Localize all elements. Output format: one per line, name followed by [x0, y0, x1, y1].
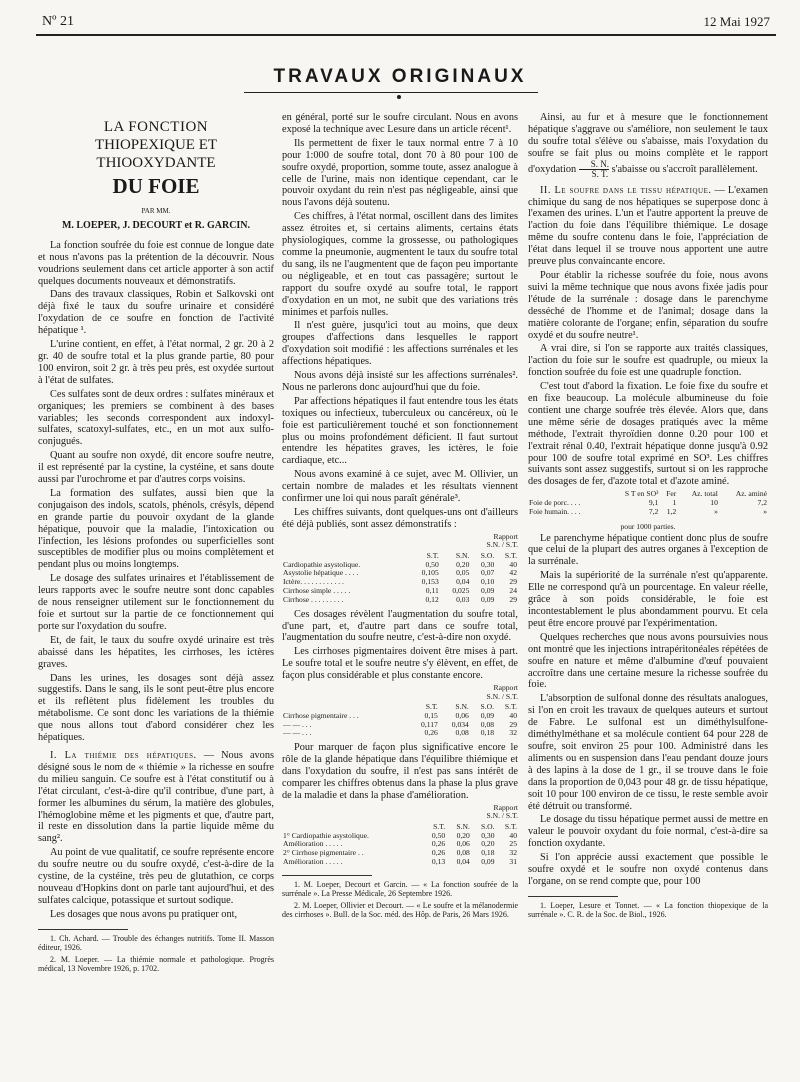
table-cell: 0,07 [481, 568, 495, 578]
article-title-line3: DU FOIE [112, 174, 200, 198]
paragraph: Le parenchyme hépatique contient donc plus de soufre que celui de la plupart des autres organes à l'exception de la surrénale. [528, 532, 768, 568]
paragraph: Si l'on apprécie aussi exactement que possible le soufre oxydé et le soufre non oxydé contenus dans l'organe, on se rend compte que, pour 100 [528, 852, 768, 887]
section-paragraph [528, 185, 768, 268]
table-cell: 0,09 [481, 594, 495, 604]
paragraph: Quant au soufre non oxydé, dit encore soufre neutre, il est représenté par la cystine, la cystéine, et sans doute aussi par l'urochrome et par d'autres corps voisins. [38, 450, 274, 486]
table-row-label: — — . . . [283, 720, 312, 729]
table-cell: 0,20 [481, 839, 495, 849]
table-header: S.T. [504, 702, 517, 712]
table-cell: 0,20 [456, 559, 470, 569]
table-cell: 29 [509, 719, 517, 729]
table-ratio-label: S.N. / S.T. [486, 540, 518, 550]
paragraph [528, 112, 768, 179]
paragraph: Le dosage des sulfates urinaires et l'établissement de leurs rapports avec le soufre neutre sont donc capables de nous renseigner utilement sur le fonctionnement du foie et surtout sur la partie de ce fonctionnement qui porte sur l'oxydation du soufre. [38, 573, 274, 632]
section-paragraph [38, 750, 274, 845]
paragraph: Dans les urines, les dosages sont déjà assez suggestifs. Dans le sang, ils le sont peut-être plus encore et ils reflètent plus fidèlement les troubles du métabolisme. Ce sont donc les variations de la thiémie que nous allons tout d'abord considérer chez les hépatiques. [38, 672, 274, 744]
paragraph: Pour marquer de façon plus significative encore le rôle de la glande hépatique dans l'équilibre thiémique et dans l'oxydation du soufre, il n'est pas sans intérêt de comparer les chiffres obtenus dans la phase la plus grave de la maladie et dans la phase d'amélioration. [282, 742, 518, 801]
paragraph: L'urine contient, en effet, à l'état normal, 2 gr. 20 à 2 gr. 40 de soufre total et la plus grande partie, 80 pour 100 environ, soit 2 gr. à très peu près, est oxydée surtout à l'état de sulfates. [38, 339, 274, 386]
table-note: pour 1000 parties. [620, 521, 676, 531]
table-row [528, 508, 768, 517]
table-cell: 0,30 [481, 830, 495, 840]
table-header: S.T. [504, 821, 517, 831]
table-row [282, 729, 518, 738]
section-heading: I. La thiémie des hépatiques. [50, 749, 197, 761]
table-cell: 0,117 [421, 719, 438, 729]
table-row-label: Cirrhose . . . . . . . . . [283, 595, 344, 604]
paragraph: Le dosage du tissu hépatique permet aussi de mettre en valeur le pouvoir oxydant du foie normal, c'est-à-dire sa fonction oxydante. [528, 814, 768, 850]
table-cell: 0,50 [425, 559, 439, 569]
table-rapport-label: Rapport [493, 802, 518, 812]
table-header-row [528, 490, 768, 499]
article-title-line1: LA FONCTION [103, 119, 209, 135]
table-cell: 31 [509, 856, 517, 866]
table-cell: 0,20 [456, 830, 470, 840]
table-cell: 0,105 [421, 568, 439, 578]
table-cell: 0,18 [481, 848, 495, 858]
table-cell: 0,04 [456, 577, 470, 587]
data-table-4 [528, 490, 768, 516]
column-3 [528, 112, 768, 922]
paragraph: Nous avons examiné à ce sujet, avec M. Ollivier, un certain nombre de malades et les résultats viennent confirmer une loi qui nous paraît générale³. [282, 469, 518, 505]
table-cell: 0,15 [424, 710, 438, 720]
data-table-1 [282, 552, 518, 605]
table-cell: 0,09 [480, 710, 495, 720]
table-cell: 29 [509, 577, 517, 587]
table-cell: 0,06 [456, 839, 470, 849]
section-heading: II. Le soufre dans le tissu hépatique. [540, 184, 712, 196]
table-cell: 0,26 [424, 728, 438, 738]
table-cell: 0,08 [456, 848, 470, 858]
paragraph-text: — Nous avons désigné sous le nom de « thiémie » la richesse en soufre du milieu sanguin. Ce soufre est à l'état constitutif ou à l'état circulant, c'est-à-dire qu'il contribue, d'une part, à former les albumines du sérum, la matière des globules, l'hémoglobine même et les pigments et que, d'autre part, il reste en dissolution dans la partie liquide même du sang². [38, 749, 274, 845]
paragraph: L'absorption de sulfonal donne des résultats analogues, si l'on en croit les travaux de quelques auteurs et surtout de Fabre. Le sulfonal est un diméthylsulfone-diméthylméthane et sa molécule contient 64 pour 228 de soufre, soit environ 25 pour 100. Administré dans les aliments ou en suspension dans l'eau pendant douze jours à des lapins à la dose de 1 gr., il se trouve dans le foie dans la proportion de 0,043 pour 48 gr. de tissu hépatique, soit 10 pour 100 environ de ce tissu, le reste semble avoir été détruit ou transformé. [528, 693, 768, 812]
table-cell: 0,05 [456, 568, 470, 578]
table-body [282, 832, 518, 867]
footnote: 1. Ch. Achard. — Trouble des échanges nutritifs. Tome II. Masson éditeur, 1926. [38, 933, 274, 953]
table-cell: 0,11 [425, 586, 439, 595]
table-row-label: Amélioration . . . . . [283, 857, 343, 866]
paragraph: Ils permettent de fixer le taux normal entre 7 à 10 pour 1:000 de soufre total, dont 70 à 80 pour 100 de soufre oxydé, proportion, somme toute, assez analogue à celle de l'urine, mais non identique cependant, car le pouvoir oxydant du rein n'est pas négligeable, ainsi que nous l'avons déjà soutenu. [282, 137, 518, 209]
table-cell: 0,08 [455, 728, 469, 738]
paragraph: Les cirrhoses pigmentaires doivent être mises à part. Le soufre total et le soufre neutre s'y élèvent, en effet, de façon plus considérable et plus constante encore. [282, 646, 518, 682]
table-header: Az. aminé [735, 489, 767, 499]
table-cell: 9,1 [648, 498, 659, 508]
footnote-rule [528, 896, 618, 897]
paragraph: La formation des sulfates, aussi bien que la conjugaison des indols, scatols, phénols, crésyls, dépend en grande partie du pouvoir oxydant de la glande hépatique, pouvoir que la maladie, l'intoxication ou l'infection, les lésions profondes ou superficielles sont susceptibles de modifier plus ou moins complètement et pendant plus ou moins longtemps. [38, 487, 274, 571]
fraction-denominator: S. T. [591, 168, 609, 179]
table-cell: 40 [509, 830, 517, 840]
page-number: Nº 21 [42, 14, 74, 29]
table-cell: 0,26 [431, 848, 446, 858]
table-cell: 0,025 [452, 586, 470, 595]
table-cell: 0,04 [456, 856, 470, 866]
paragraph: Il n'est guère, jusqu'ici tout au moins, que deux groupes d'affections dans lesquelles le rapport d'oxydation soit modifié : les affections surrénales et les affections hépatiques. [282, 320, 518, 368]
table-cell: 32 [509, 728, 517, 738]
section-title: TRAVAUX ORIGINAUX [273, 66, 527, 87]
article-header [38, 118, 274, 232]
table-header: S.O. [481, 821, 495, 831]
footnote-rule [38, 929, 128, 930]
top-rule [36, 34, 776, 36]
table-cell: 0,034 [451, 719, 469, 729]
paragraph: Par affections hépatiques il faut entendre tous les états toxiques ou infectieux, tuberculeux ou cancéreux, où le foie est particulièrement touché et son fonctionnement plus ou moins profondément déficient. Il faut surtout entendre les hépatites graves, les ictères, le foie cardiaque, etc... [282, 395, 518, 467]
footnote: 1. M. Loeper, Decourt et Garcin. — « La fonction soufrée de la surrénale ». La Presse Médicale, 26 Septembre 1926. [282, 879, 518, 899]
table-row-label: Asystolie hépatique . . . . [283, 569, 359, 578]
table-cell: 40 [509, 559, 517, 569]
table-cell: 1 [672, 498, 677, 508]
table-cell: 0,09 [481, 856, 495, 866]
table-cell: 29 [509, 594, 517, 604]
paragraph: en général, porté sur le soufre circulant. Nous en avons exposé la technique avec Lesure dans un article récent¹. [282, 112, 518, 135]
footnote: 1. Loeper, Lesure et Tonnet. — « La fonction thiopexique de la surrénale ». C. R. de la Soc. de Biol., 1926. [528, 900, 768, 920]
table-cell: 0,26 [431, 839, 446, 849]
table-header: Az. total [691, 489, 718, 499]
table-cell: 0,153 [421, 577, 439, 587]
table-cell: 32 [509, 848, 517, 858]
table-cell: 10 [710, 498, 718, 508]
paragraph: Ces chiffres, à l'état normal, oscillent dans des limites assez étroites et, si certains aliments, certains états physiologiques, comme la grossesse, ou pathologiques comme la pneumonie, augmentent le taux du soufre total du sang, ils ne l'augmentent que de façon peu importante ou négligeable, et en tout cas passagère; surtout le rapport du soufre oxydé au soufre total, le rapport d'oxydation en un mot, ne subit que des variations très minimes et parfois nulles. [282, 211, 518, 318]
table-row-label: Cirrhose simple . . . . . [283, 587, 351, 595]
footnote: 2. M. Loeper. — La thiémie normale et pathologique. Progrès médical, 13 Novembre 1926, p. 1702. [38, 954, 274, 974]
table-cell: 7,2 [757, 498, 767, 508]
table-cell: 0,06 [455, 710, 469, 720]
table-cell: 0,13 [431, 856, 446, 866]
data-table-2 [282, 703, 518, 738]
table-body [282, 712, 518, 738]
paragraph-text: Ainsi, au fur et à mesure que le fonctionnement hépatique s'aggrave ou s'améliore, non seulement le taux du soufre total s'élève ou s'abaisse, mais l'oxydation du soufre se fait plus ou moins complète et le rapport d'oxydation [528, 112, 768, 175]
table-cell: 0,03 [456, 594, 470, 604]
paragraph-text: — L'examen chimique du sang de nos hépatiques se superpose donc à l'examen des urines. L'un et l'autre apportent la preuve de l'action du foie dans l'équilibre thiémique. Le dosage même du soufre contenu dans le foie, l'appréciation de l'état dans lequel il se trouve nous apportent une autre preuve plus convaincante encore. [528, 184, 768, 268]
table-cell: 0,50 [431, 830, 446, 840]
paragraph: Les dosages que nous avons pu pratiquer ont, [50, 908, 238, 920]
table-cell: 0,09 [481, 586, 495, 595]
table-ratio-label: S.N. / S.T. [486, 691, 518, 701]
paragraph: Les chiffres suivants, dont quelques-uns ont d'ailleurs été déjà publiés, sont assez démonstratifs : [282, 507, 518, 530]
title-rule [244, 92, 538, 93]
data-table-3 [282, 823, 518, 867]
paragraph-text: s'abaisse ou s'accroît parallèlement. [611, 163, 758, 175]
table-cell: 25 [509, 839, 517, 849]
table-header: S.N. [455, 550, 470, 560]
table-rapport-label: Rapport [493, 531, 518, 541]
table-header: S T en SO³ [624, 489, 659, 499]
table-row-label: 1° Cardiopathie asystolique. [283, 831, 369, 840]
table-row-label: Cardiopathie asystolique. [283, 560, 361, 569]
table-header: S.N. [456, 821, 470, 831]
paragraph: La fonction soufrée du foie est connue de longue date et nous n'avons pas la prétention de la découvrir. Nous voudrions seulement dans cet article apporter à son actif quelques documents nouveaux et démonstratifs. [38, 239, 274, 287]
paragraph: Au point de vue qualitatif, ce soufre représente encore du soufre neutre ou du soufre oxydé, c'est-à-dire de la cystine, de la cystéine, très peu de glutathion, ce corps nouveau d'Hopkins dont on parle tant aujourd'hui, et des sulfates calcique, potassique et surtout sodique. [38, 847, 274, 906]
column-2 [282, 112, 518, 922]
table-row-label: Amélioration . . . . . [283, 840, 343, 849]
table-header: S.O. [480, 550, 495, 560]
paragraph: Dans des travaux classiques, Robin et Salkovski ont déjà fixé le taux du soufre urinaire et considéré l'oxydation de ce soufre en fonction de l'activité hépatique ¹. [38, 289, 274, 337]
title-rule-dot [397, 95, 401, 99]
table-body [282, 561, 518, 605]
table-row-label: Ictère. . . . . . . . . . . . [283, 578, 344, 587]
table-row-label: — — . . . [283, 729, 312, 738]
paragraph: Ces dosages révèlent l'augmentation du soufre total, d'une part, et, d'autre part dans ce soufre total, l'augmentation du soufre neutre, c'est-à-dire non oxydé. [282, 608, 518, 644]
table-rapport-label: Rapport [493, 683, 518, 693]
table-header: S.T. [426, 550, 439, 560]
column-1 [38, 118, 274, 976]
table-cell: 7,2 [648, 506, 659, 516]
table-header: S.T. [425, 702, 438, 712]
paragraph: Quelques recherches que nous avons poursuivies nous ont montré que les injections intrapéritonéales répétées de soufre en nature et même d'albumine d'œuf pouvaient accroître dans une certaine mesure la richesse soufrée du foie. [528, 631, 768, 691]
table-header: S.T. [504, 550, 517, 560]
table-ratio-label: S.N. / S.T. [486, 811, 518, 821]
table-cell: 0,12 [425, 594, 439, 604]
table-cell: 0,10 [481, 577, 495, 587]
table-cell: » [763, 506, 767, 516]
table-cell: 1,2 [666, 506, 677, 516]
table-row [282, 858, 518, 867]
table-cell: 0,08 [480, 719, 495, 729]
table-header: S.T. [433, 821, 446, 831]
paragraph: A vrai dire, si l'on se rapporte aux traités classiques, l'action du foie sur le soufre est quadruple, ou mieux la fonction soufrée du foie est une quadruple fonction. [528, 343, 768, 379]
footnote-rule [282, 875, 372, 876]
authors: M. LOEPER, J. DECOURT et R. GARCIN. [61, 219, 251, 231]
table-cell: 0,30 [481, 559, 495, 569]
oxidation-ratio-fraction [579, 160, 609, 179]
table-cell: 24 [509, 586, 517, 595]
table-row [528, 499, 768, 508]
table-row-label: Cirrhose pigmentaire . . . [283, 711, 359, 720]
table-header: S.O. [480, 702, 495, 712]
paragraph: Et, de fait, le taux du soufre oxydé urinaire est très abaissé dans les hépatites, les cirrhoses, les ictères graves. [38, 634, 274, 670]
table-body [528, 499, 768, 517]
table-header: S.N. [455, 702, 469, 712]
table-cell: 40 [509, 710, 517, 720]
table-header: Fer [666, 489, 677, 499]
table-row-label: Foie de porc. . . . [529, 499, 581, 508]
fraction-numerator: S. N. [579, 160, 609, 170]
table-cell: 42 [509, 568, 517, 578]
paragraph: C'est tout d'abord la fixation. Le foie fixe du soufre et en fixe beaucoup. La molécule albumineuse du foie contient une charge soufrée très élevée. Alors que, dans une même série de dosages pratiqués avec la même méthode, l'extrait thyroïdien donne 0.20 pour 100 et l'extrait rénal 0.40, l'extrait hépatique donne jusqu'à 0.92 pour 100 de soufre total exprimé en SO³. Les chiffres suivants sont assez suggestifs, surtout si on les rapproche des dosages de fer, d'azote total et d'azote aminé. [528, 381, 768, 488]
table-row-label: 2° Cirrhose pigmentaire . . [283, 849, 364, 858]
table-row [282, 596, 518, 605]
table-row-label: Foie humain. . . . [529, 507, 581, 516]
table-cell: » [714, 506, 718, 516]
paragraph: Mais la supériorité de la surrénale n'est qu'apparente. Elle ne correspond qu'à un pourcentage. En valeur réelle, grâce à son poids considérable, le foie est incontestablement le plus abondamment pourvu. Et cela peut être encore prouvé par l'expérimentation. [528, 570, 768, 629]
issue-date: 12 Mai 1927 [703, 14, 770, 29]
footnote: 2. M. Loeper, Ollivier et Decourt. — « Le soufre et la mélanodermie des cirrhoses ». Bull. de la Soc. méd. des Hôp. de Paris, 26 Mars 1926. [282, 900, 518, 920]
article-title-line2: THIOPEXIQUE ET THIOOXYDANTE [94, 137, 218, 171]
table-cell: 0,18 [480, 728, 495, 738]
paragraph: Pour établir la richesse soufrée du foie, nous avons suivi la même technique que nous avons fixée jadis pour l'étude de la surrénale : dosage dans le parenchyme desséché de l'homme et de l'animal; dosage dans la matière colorante de l'organe; enfin, séparation du soufre oxydé et du soufre neutre¹. [528, 269, 768, 341]
paragraph: Nous avons déjà insisté sur les affections surrénales². Nous ne parlerons donc aujourd'hui que du foie. [282, 370, 518, 393]
par-mm: PAR MM. [141, 207, 171, 215]
paragraph: Ces sulfates sont de deux ordres : sulfates minéraux et organiques; les premiers se combinent à des bases variables; les seconds correspondent aux indoxyl-sulfates, scatoxyl-sulfates, etc., en un mot aux sulfo-conjugués. [38, 388, 274, 448]
